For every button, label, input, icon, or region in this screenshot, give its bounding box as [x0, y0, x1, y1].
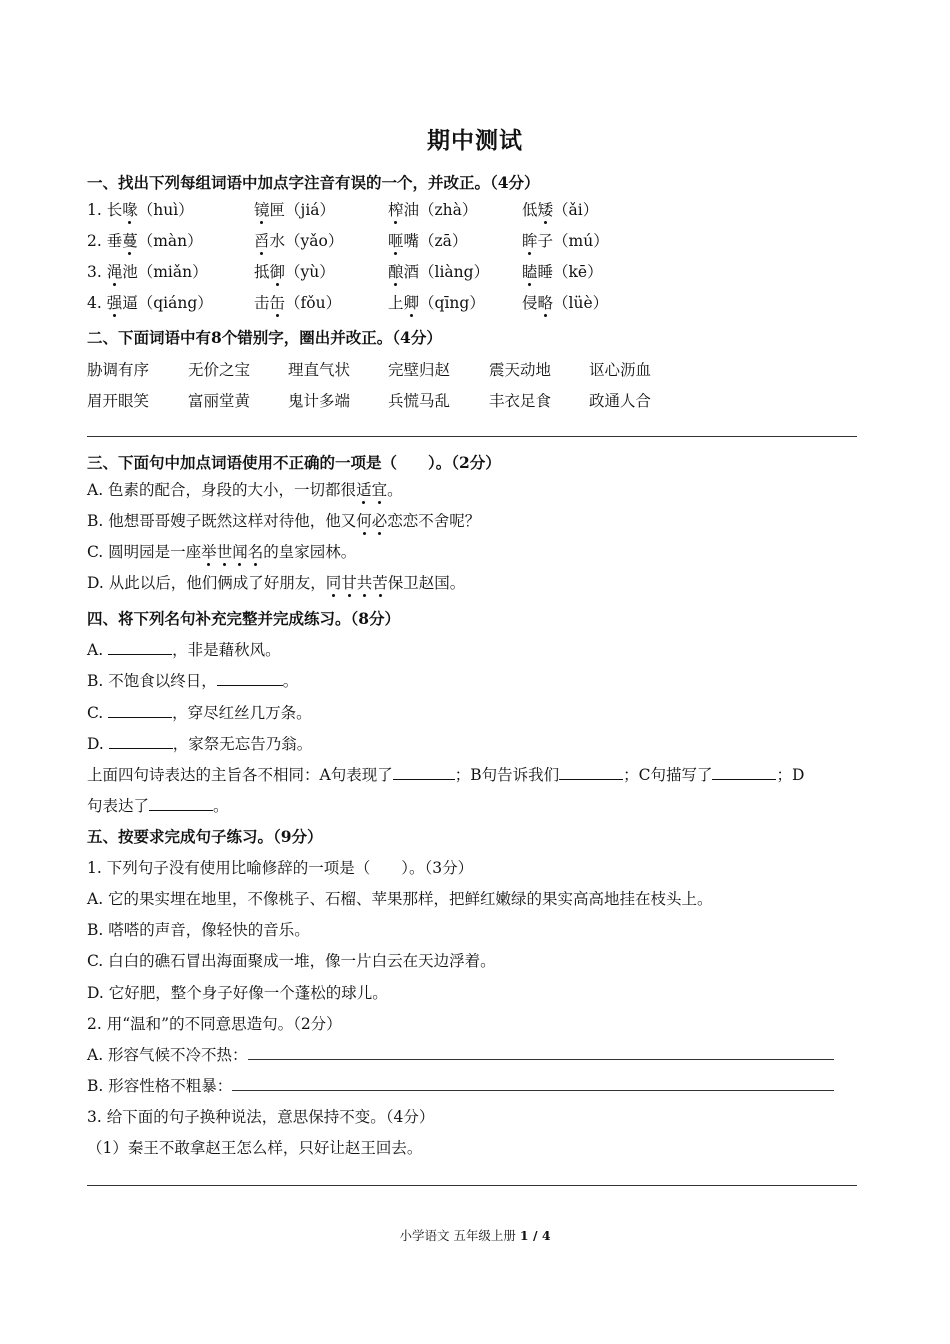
section3-option-d: D. 从此以后，他们俩成了好朋友，同甘共苦保卫赵国。 [87, 571, 465, 593]
pinyin-item: 低矮（ǎi） [522, 198, 598, 220]
section3-heading: 三、下面句中加点词语使用不正确的一项是（ ）。（2分） [87, 453, 501, 472]
pinyin-item: 4. 强逼（qiáng） [87, 291, 213, 313]
section5-option-a: A. 它的果实埋在地里，不像桃子、石榴、苹果那样，把鲜红嫩绿的果实高高地挂在枝头上。 [87, 890, 713, 908]
page-number: 1 / 4 [519, 1228, 551, 1243]
fill-blank[interactable] [393, 764, 455, 780]
page-footer: 小学语文 五年级上册 1 / 4 [399, 1228, 551, 1243]
pinyin-item: 上卿（qīng） [388, 291, 485, 313]
section5-q3: 3. 给下面的句子换种说法，意思保持不变。（4分） [87, 1108, 435, 1126]
pinyin-item: 2. 垂蔓（màn） [87, 229, 203, 251]
idiom-item[interactable]: 理直气状 [288, 361, 351, 379]
section5-q3-1: （1）秦王不敢拿赵王怎么样，只好让赵王回去。 [87, 1139, 423, 1157]
idiom-item[interactable]: 完壁归赵 [388, 361, 451, 379]
page-title: 期中测试 [427, 127, 523, 154]
pinyin-item: 眸子（mú） [522, 229, 609, 251]
section5-option-d: D. 它好肥，整个身子好像一个蓬松的球儿。 [87, 984, 388, 1002]
pinyin-item: 1. 长喙（huì） [87, 198, 194, 220]
idiom-item[interactable]: 眉开眼笑 [87, 392, 150, 410]
idiom-item[interactable]: 兵慌马乱 [388, 392, 451, 410]
pinyin-item: 舀水（yǎo） [254, 229, 343, 251]
fill-blank[interactable] [149, 795, 213, 811]
section4-heading: 四、将下列名句补充完整并完成练习。（8分） [87, 609, 401, 628]
answer-line [87, 1185, 857, 1186]
answer-blank[interactable] [232, 1076, 834, 1091]
idiom-item[interactable]: 震天动地 [489, 361, 552, 379]
section5-option-b: B. 嗒嗒的声音，像轻快的音乐。 [87, 921, 310, 939]
fill-blank[interactable] [712, 764, 776, 780]
fill-blank[interactable] [217, 670, 283, 686]
fill-blank[interactable] [108, 639, 172, 655]
idiom-item[interactable]: 丰衣足食 [489, 392, 552, 410]
idiom-item[interactable]: 讴心沥血 [589, 361, 652, 379]
fill-blank[interactable] [109, 733, 173, 749]
section4-item-d: D. ，家祭无忘告乃翁。 [87, 735, 313, 753]
idiom-item[interactable]: 政通人合 [589, 392, 652, 410]
pinyin-item: 3. 渑池（miǎn） [87, 260, 208, 282]
section5-heading: 五、按要求完成句子练习。（9分） [87, 827, 323, 846]
section3-option-b: B. 他想哥哥嫂子既然这样对待他，他又何必恋恋不舍呢？ [87, 509, 480, 531]
pinyin-item: 咂嘴（zā） [388, 229, 467, 251]
section2-heading: 二、下面词语中有8个错别字，圈出并改正。（4分） [87, 328, 442, 347]
section5-q2a: A. 形容气候不冷不热： [87, 1043, 834, 1065]
pinyin-item: 击缶（fǒu） [254, 291, 341, 313]
section5-q2: 2. 用“温和”的不同意思造句。（2分） [87, 1015, 342, 1033]
answer-blank[interactable] [248, 1045, 834, 1060]
section5-q1: 1. 下列句子没有使用比喻修辞的一项是（ ）。（3分） [87, 859, 474, 877]
pinyin-item: 抵御（yù） [254, 260, 335, 282]
pinyin-item: 镜匣（jiá） [254, 198, 335, 220]
section4-item-a: A. ，非是藉秋风。 [87, 641, 281, 659]
section1-heading: 一、找出下列每组词语中加点字注音有误的一个，并改正。（4分） [87, 173, 540, 192]
idiom-item[interactable]: 无价之宝 [188, 361, 251, 379]
pinyin-item: 酿酒（liàng） [388, 260, 489, 282]
section5-q2b: B. 形容性格不粗暴： [87, 1074, 834, 1096]
answer-line [87, 436, 857, 437]
idiom-item[interactable]: 富丽堂黄 [188, 392, 251, 410]
section4-item-b: B. 不饱食以终日， 。 [87, 672, 299, 690]
section4-question-cont: 句表达了 。 [87, 797, 229, 815]
section4-item-c: C. ，穿尽红丝几万条。 [87, 704, 312, 722]
fill-blank[interactable] [108, 702, 172, 718]
pinyin-item: 榨油（zhà） [388, 198, 477, 220]
section3-option-a: A. 色素的配合，身段的大小，一切都很适宜。 [87, 478, 403, 500]
pinyin-item: 瞌睡（kē） [522, 260, 603, 282]
idiom-item[interactable]: 胁调有序 [87, 361, 150, 379]
section4-question: 上面四句诗表达的主旨各不相同：A句表现了 ；B句告诉我们 ；C句描写了 ；D [87, 766, 805, 784]
pinyin-item: 侵略（lüè） [522, 291, 608, 313]
fill-blank[interactable] [559, 764, 623, 780]
section3-option-c: C. 圆明园是一座举世闻名的皇家园林。 [87, 540, 356, 562]
idiom-item[interactable]: 鬼计多端 [288, 392, 351, 410]
section5-option-c: C. 白白的礁石冒出海面聚成一堆，像一片白云在天边浮着。 [87, 952, 496, 970]
